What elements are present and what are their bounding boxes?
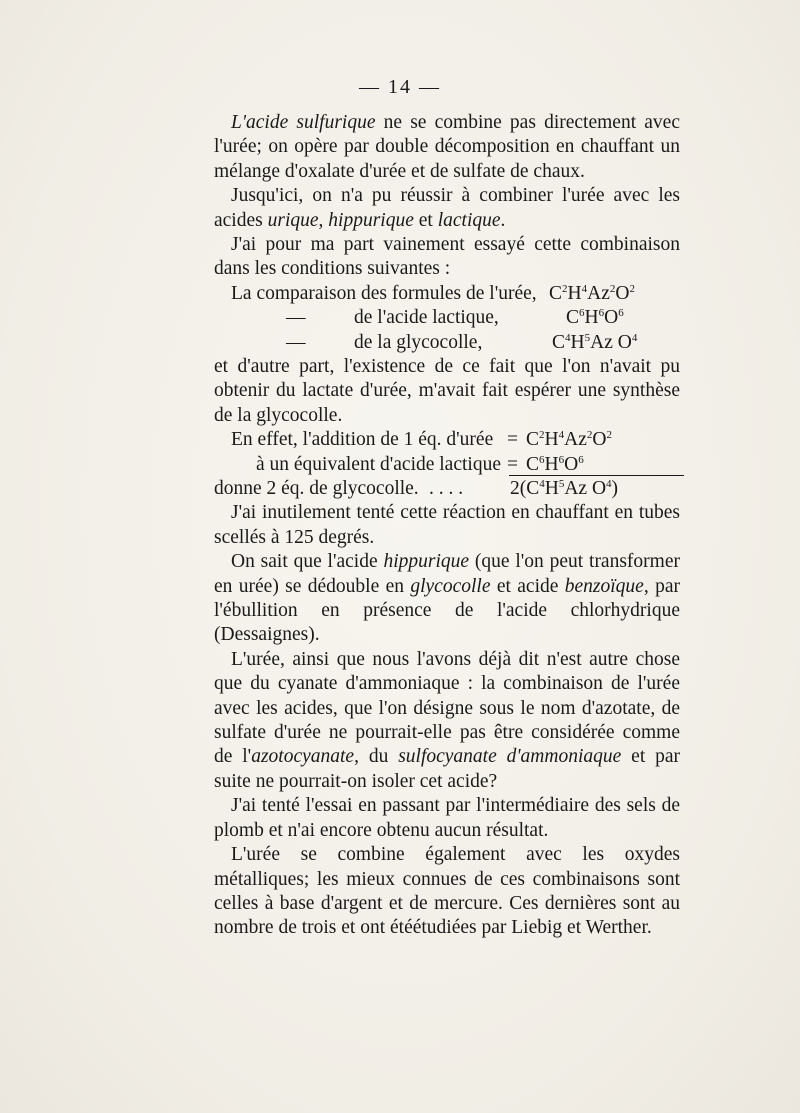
chemical-formula (549, 282, 635, 306)
formula-part: O (564, 453, 579, 475)
text-span: et (413, 209, 438, 231)
formula-subscript: 2 (606, 429, 612, 442)
chemical-formula (566, 306, 624, 330)
italic-term: hippurique (328, 209, 414, 231)
paragraph-metal-oxides: L'urée se combine également avec les oxydes métalliques; les mieux connues de ces combinaisons sont celles à base d'argent et de mercure. Ces dernières sont au nombre de trois et ont étéétudiées par Liebig et Werther. (214, 844, 680, 939)
chemical-formula (552, 331, 637, 355)
formula-subscript: 6 (578, 453, 584, 466)
page-number: — 14 — (359, 76, 441, 98)
formula-subscript: 4 (565, 331, 571, 344)
reaction-row-uree (214, 428, 680, 452)
formula-part: C (526, 453, 540, 475)
formula-part: O (604, 307, 619, 329)
text-span: (que l'on peut transformer en urée) se dédouble en (214, 551, 680, 597)
formula-label: La comparaison des formules de l'urée, (231, 282, 537, 304)
formula-part: H (570, 331, 585, 353)
equals-sign: = (507, 429, 518, 451)
formula-subscript: 5 (558, 478, 565, 491)
formula-part: ) (611, 478, 619, 500)
text-span: . (500, 209, 506, 231)
text-span: , par l'ébullition en présence de l'acide chlorhydrique (Dessaignes). (214, 575, 680, 646)
formula-row-lactic (214, 306, 680, 330)
paragraph-synthesis-hope: et d'autre part, l'existence de ce fait que l'on n'avait pu obtenir du lactate d'urée, m'avait fait espérer une synthèse de la glycocolle. (214, 356, 680, 426)
formula-part: O (592, 429, 607, 451)
paragraph-sulfuric-acid (214, 111, 680, 184)
formula-subscript: 4 (581, 282, 588, 295)
formula-part: Az (564, 429, 587, 451)
formula-subscript: 2 (609, 282, 616, 295)
formula-subscript: 6 (579, 307, 585, 320)
formula-row-uree (214, 282, 680, 306)
formula-part: O (615, 282, 630, 304)
formula-part: H (567, 282, 582, 304)
formula-subscript: 6 (618, 307, 624, 320)
formula-subscript: 4 (631, 331, 638, 344)
paragraph-cyanate (214, 648, 680, 794)
formula-part: C (526, 429, 540, 451)
formula-part: 2(C (510, 478, 540, 500)
italic-term: glycocolle (410, 575, 491, 597)
formula-subscript: 4 (606, 478, 612, 491)
italic-term: lactique (437, 209, 501, 231)
formula-part: H (584, 307, 599, 329)
chemical-formula (526, 453, 584, 477)
ditto-dash: — (286, 331, 306, 353)
formula-subscript: 2 (562, 282, 568, 295)
text-span: , du (354, 746, 399, 768)
formula-subscript: 4 (539, 478, 545, 491)
italic-term: urique (267, 209, 319, 231)
italic-term: benzoïque (564, 575, 644, 597)
italic-term: sulfocyanate d'ammoniaque (398, 746, 622, 768)
italic-term: hippurique (383, 551, 470, 573)
formula-part: H (544, 429, 559, 451)
text-span: et par suite ne pourrait-on isoler cet acide? (214, 746, 680, 792)
reaction-row-result (214, 477, 680, 501)
formula-table (214, 282, 680, 355)
reaction-label: à un équivalent d'acide lactique (256, 453, 501, 475)
reaction-label: En effet, l'addition de 1 éq. d'urée (231, 429, 494, 451)
paragraph-conditions: J'ai pour ma part vainement essayé cette combinaison dans les conditions suivantes : (214, 234, 680, 280)
equals-sign: = (507, 453, 518, 475)
text-span: On sait que l'acide (231, 551, 384, 573)
leader-dots: . . . . (429, 478, 464, 500)
formula-subscript: 4 (558, 429, 565, 442)
formula-part: H (544, 478, 559, 500)
formula-subscript: 2 (539, 429, 545, 442)
italic-term: azotocyanate (251, 746, 355, 768)
formula-part: Az O (590, 331, 632, 353)
formula-part: H (544, 453, 559, 475)
formula-label: de la glycocolle, (354, 331, 483, 353)
italic-term: L'acide sulfurique (231, 112, 376, 133)
formula-part: Az O (564, 478, 607, 500)
paragraph-hippuric (214, 550, 680, 648)
text-span: Jusqu'ici, on n'a pu réussir à combiner l'urée avec les acides (214, 185, 680, 231)
formula-part: C (549, 282, 563, 304)
body-text (214, 111, 680, 941)
reaction-row-lactic (214, 453, 680, 477)
formula-part: Az (587, 282, 610, 304)
paragraph-lead-salts: J'ai tenté l'essai en passant par l'intermédiaire des sels de plomb et n'ai encore obtenu aucun résultat. (214, 795, 680, 841)
text-span: et acide (490, 575, 565, 597)
paragraph-sealed-tubes: J'ai inutilement tenté cette réaction en chauffant en tubes scellés à 125 degrés. (214, 502, 680, 548)
chemical-formula (526, 428, 612, 452)
reaction-label: donne 2 éq. de glycocolle. (214, 478, 419, 500)
formula-subscript: 6 (558, 453, 565, 466)
formula-row-glycocolle (214, 331, 680, 355)
reaction-table (214, 428, 680, 501)
formula-subscript: 6 (539, 453, 545, 466)
formula-label: de l'acide lactique, (354, 307, 499, 329)
text-span: L'urée, ainsi que nous l'avons déjà dit n'est autre chose que du cyanate d'ammoniaque : la combinaison de l'urée avec les acides, que l'on désigne sous le nom d'azotate, de sulfate d'urée ne pourrait-elle pas être considérée comme de l' (214, 648, 680, 768)
text-span: ne se combine pas directement avec l'urée; on opère par double décomposition en chauffant un mélange d'oxalate d'urée et de sulfate de chaux. (214, 112, 680, 182)
formula-subscript: 2 (629, 282, 635, 295)
formula-subscript: 2 (586, 429, 593, 442)
formula-part: C (566, 307, 580, 329)
formula-subscript: 5 (584, 331, 591, 344)
paragraph-other-acids (214, 184, 680, 233)
text-span: , (318, 209, 329, 231)
sum-rule (509, 475, 684, 476)
formula-subscript: 6 (598, 307, 605, 320)
ditto-dash: — (286, 307, 306, 329)
formula-part: C (552, 331, 566, 353)
chemical-formula (510, 477, 618, 501)
